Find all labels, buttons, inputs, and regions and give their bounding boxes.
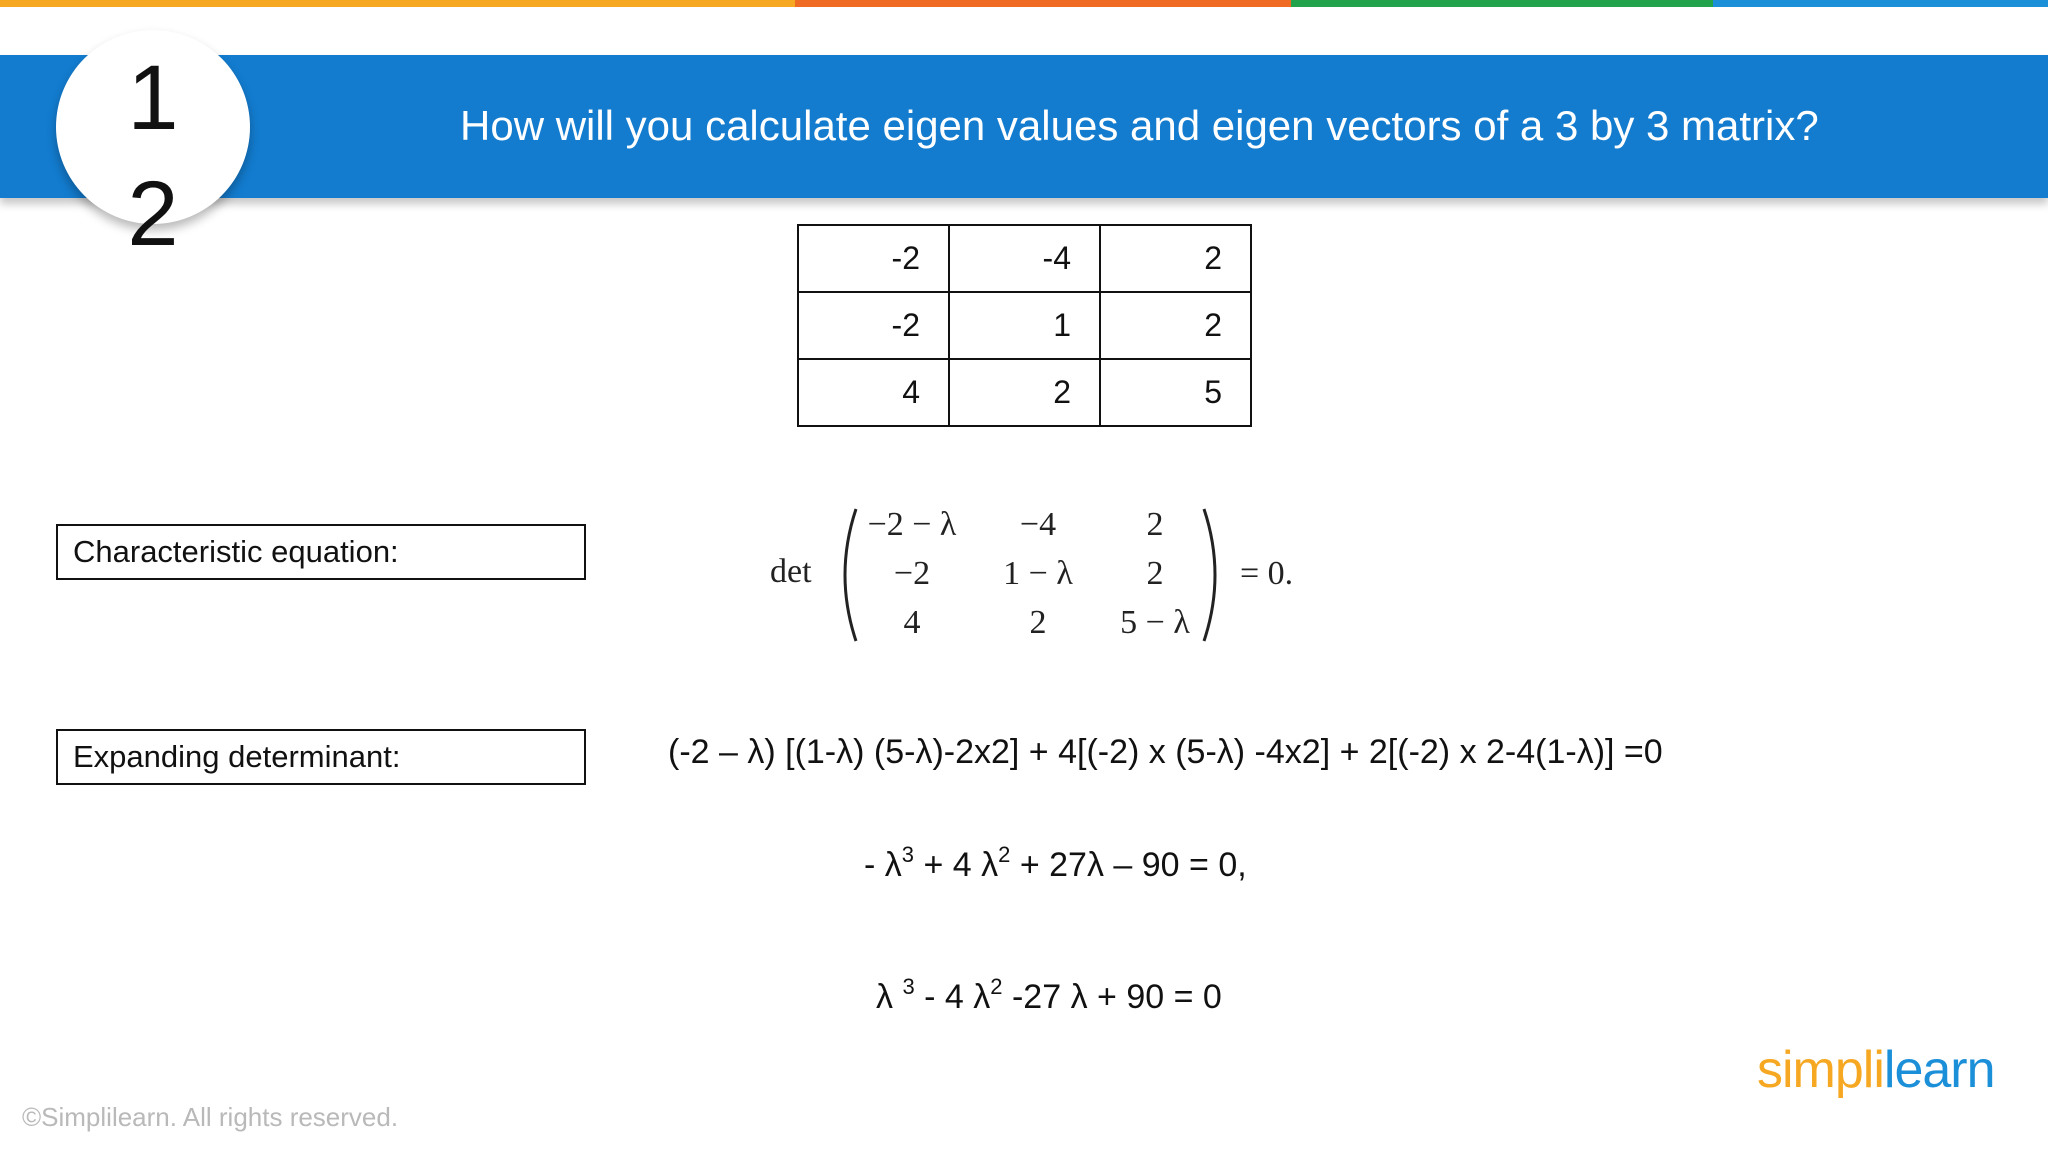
det-cell: −4 [1019,506,1057,543]
cubic-term: - λ [864,846,902,884]
question-number-badge [56,30,250,265]
stripe-orange [0,0,795,7]
det-cell: 1 − λ [1003,555,1073,592]
left-paren [832,505,860,645]
cubic-term: + 27λ – 90 = 0, [1010,846,1247,884]
matrix-cell: 2 [949,359,1100,426]
top-color-stripe [0,0,2048,7]
matrix-cell: 2 [1100,292,1251,359]
right-paren [1200,505,1228,645]
copyright-text: ©Simplilearn. All rights reserved. [22,1102,399,1132]
question-number-digit-2: 2 [127,163,179,265]
logo-simpl: simpl [1757,1041,1874,1099]
simplilearn-logo [1757,1040,1995,1100]
matrix-cell: -4 [949,225,1100,292]
det-cell: 2 [1029,604,1047,641]
logo-learn: learn [1883,1041,1995,1099]
matrix-cell: 2 [1100,225,1251,292]
matrix-cell: 1 [949,292,1100,359]
det-label: det [770,553,812,590]
question-title: How will you calculate eigen values and eigen vectors of a 3 by 3 matrix? [460,102,1819,149]
cubic-equation-normalized-line [876,974,1222,1017]
matrix-cell: -2 [798,292,949,359]
expansion-line: (-2 – λ) [(1-λ) (5-λ)-2x2] + 4[(-2) x (5-λ) -4x2] + 2[(-2) x 2-4(1-λ)] =0 [668,733,1663,771]
det-cell: 5 − λ [1120,604,1190,641]
stripe-red-orange [795,0,1291,7]
det-cell: 2 [1146,506,1164,543]
cubic-term: - 4 λ [914,978,991,1016]
det-cell: 4 [903,604,921,641]
matrix-row [798,359,1251,426]
matrix-cell: 4 [798,359,949,426]
det-equals-zero: = 0. [1240,555,1294,592]
det-cell: −2 [893,555,931,592]
characteristic-equation-label: Characteristic equation: [56,524,586,580]
cubic-term: -27 λ + 90 = 0 [1002,978,1222,1016]
matrix-cell: -2 [798,225,949,292]
exponent: 3 [901,842,915,867]
expanding-determinant-label: Expanding determinant: [56,729,586,785]
cubic-equation-line [864,842,1247,885]
stripe-green [1291,0,1713,7]
matrix-row [798,225,1251,292]
question-number-digit-1: 1 [127,47,179,149]
det-cell: 2 [1146,555,1164,592]
matrix-cell: 5 [1100,359,1251,426]
stripe-blue [1713,0,2048,7]
det-cell: −2 − λ [867,506,957,543]
logo-i: i [1873,1041,1884,1099]
matrix-row [798,292,1251,359]
exponent: 2 [990,974,1003,999]
exponent: 2 [998,842,1011,867]
matrix-table [797,224,1252,427]
cubic-term: + 4 λ [914,846,999,884]
cubic-term: λ [876,978,903,1016]
exponent: 3 [902,974,915,999]
